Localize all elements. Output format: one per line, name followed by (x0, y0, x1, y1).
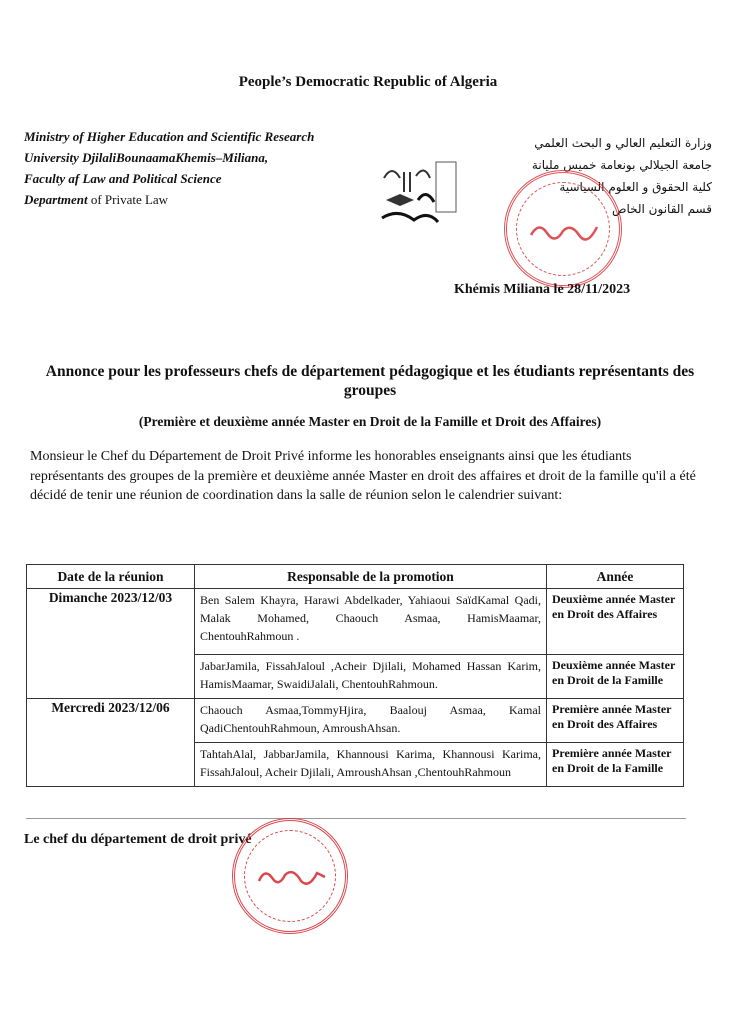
body-paragraph: Monsieur le Chef du Département de Droit Privé informe les honorables enseignants ainsi que les étudiants représentants des groupes de la première et deuxième année Master en droit des affaires et droit de la famille qu'il a été décidé de tenir une réunion de coordination dans la salle de réunion selon le calendrier suivant: (30, 449, 696, 503)
faculty-line-ar: كلية الحقوق و العلوم السياسية (559, 180, 712, 194)
department-word: Department (24, 192, 88, 207)
stamp-signature-icon (529, 217, 599, 243)
meeting-date: Dimanche 2023/12/03 (27, 589, 195, 699)
annee-cell: Première année Master en Droit de la Famille (547, 743, 684, 787)
header-annee: Année (547, 565, 684, 589)
table-header-row (27, 565, 684, 589)
table-row (27, 589, 684, 655)
university-line-ar: جامعة الجيلالي بونعامة خميس مليانة (531, 158, 712, 172)
responsables-cell: Chaouch Asmaa,TommyHjira, Baalouj Asmaa, Kamal QadiChentouhRahmoun, AmroushAhsan. (195, 699, 547, 743)
annee-cell: Première année Master en Droit des Affaires (547, 699, 684, 743)
announcement-subtitle: (Première et deuxième année Master en Droit de la Famille et Droit des Affaires) (138, 414, 602, 429)
meeting-date: Mercredi 2023/12/06 (27, 699, 195, 787)
faculty-line: Faculty af Law and Political Science (24, 171, 222, 186)
divider (26, 818, 686, 819)
table-row (27, 699, 684, 743)
date-line: Khémis Miliana le 28/11/2023 (454, 282, 631, 297)
republic-title: People’s Democratic Republic of Algeria (238, 74, 498, 90)
responsables-cell: JabarJamila, FissahJaloul ,Acheir Djilali, Mohamed Hassan Karim, HamisMaamar, SwaidiJalali, ChentouhRahmoun. (195, 655, 547, 699)
header-date: Date de la réunion (27, 565, 195, 589)
signature-label: Le chef du département de droit privé (24, 832, 252, 847)
responsables-cell: TahtahAlal, JabbarJamila, Khannousi Karima, Khannousi Karima, FissahJaloul, Acheir Djilali, AmroushAhsan ,ChentouhRahmoun (195, 743, 547, 787)
official-stamp-icon (232, 818, 348, 934)
department-line-ar: قسم القانون الخاص (611, 202, 712, 216)
ministry-line: Ministry of Higher Education and Scientific Research (24, 129, 315, 144)
university-logo-icon (378, 158, 460, 230)
meeting-calendar-table (26, 564, 684, 787)
annee-cell: Deuxième année Master en Droit de la Famille (547, 655, 684, 699)
responsables-cell: Ben Salem Khayra, Harawi Abdelkader, Yahiaoui SaïdKamal Qadi, Malak Mohamed, Chaouch Asmaa, HamisMaamar, ChentouhRahmoun . (195, 589, 547, 655)
header-responsable: Responsable de la promotion (195, 565, 547, 589)
announcement-title: Annonce pour les professeurs chefs de département pédagogique et les étudiants représentants des groupes (45, 363, 695, 399)
institution-block-fr (24, 126, 374, 210)
university-line: University DjilaliBounaamaKhemis–Miliana, (24, 150, 269, 165)
annee-cell: Deuxième année Master en Droit des Affaires (547, 589, 684, 655)
stamp-signature-icon (257, 865, 327, 891)
ministry-line-ar: وزارة التعليم العالي و البحث العلمي (534, 136, 712, 150)
official-stamp-icon (504, 170, 622, 288)
department-line (24, 189, 374, 210)
department-rest: of Private Law (87, 192, 169, 207)
